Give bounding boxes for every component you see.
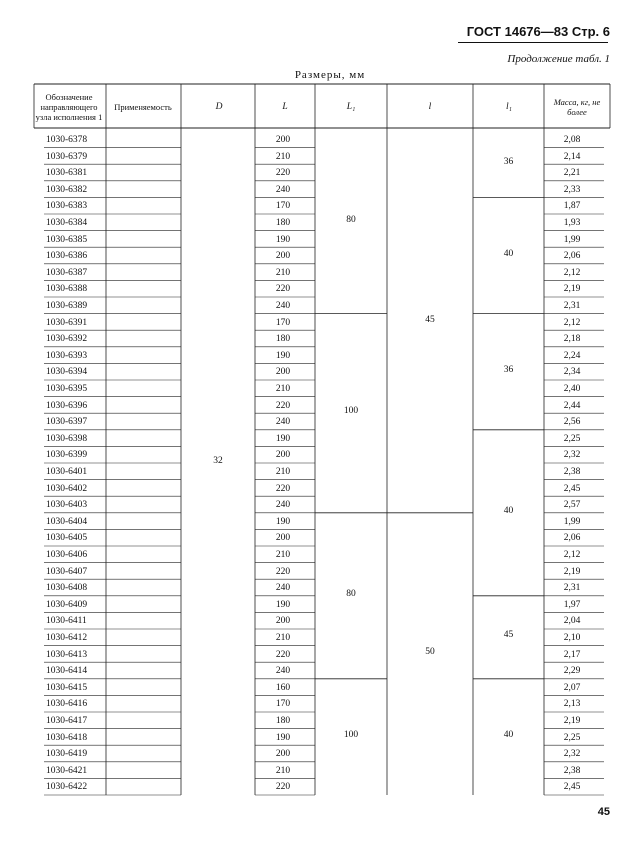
designation-cell: 1030-6401 (46, 467, 88, 477)
designation-cell: 1030-6402 (46, 483, 88, 494)
mass-cell: 2,04 (563, 616, 581, 627)
header-D: D (215, 102, 223, 112)
merged-cell-L1: 100 (343, 406, 359, 417)
designation-cell: 1030-6385 (46, 234, 88, 245)
mass-cell: 2,12 (563, 267, 581, 278)
length-cell: 200 (275, 616, 291, 627)
merged-cell-l1: 45 (503, 630, 514, 641)
mass-cell: 1,93 (563, 218, 581, 228)
designation-cell: 1030-6408 (46, 583, 88, 594)
mass-cell: 2,18 (563, 334, 581, 345)
length-cell: 190 (275, 599, 291, 610)
page-number: 45 (597, 806, 610, 818)
designation-cell: 1030-6379 (46, 151, 88, 162)
length-cell: 200 (275, 749, 291, 760)
mass-cell: 1,87 (563, 201, 581, 212)
mass-cell: 2,17 (563, 649, 581, 660)
length-cell: 170 (275, 201, 291, 212)
mass-cell: 2,19 (563, 284, 581, 295)
designation-cell: 1030-6393 (46, 350, 88, 361)
length-cell: 210 (275, 151, 291, 162)
header-l1: l₁ (506, 102, 512, 112)
merged-cell-l1: 40 (503, 505, 514, 516)
mass-cell: 2,19 (563, 716, 581, 726)
designation-cell: 1030-6406 (46, 550, 88, 560)
mass-cell: 2,12 (563, 317, 581, 328)
length-cell: 220 (275, 782, 291, 793)
length-cell: 220 (275, 483, 291, 494)
length-cell: 160 (275, 682, 291, 693)
merged-cell-L1: 100 (343, 729, 359, 740)
designation-cell: 1030-6417 (46, 716, 88, 726)
length-cell: 190 (275, 433, 291, 444)
merged-cell-L1: 80 (346, 588, 356, 599)
mass-cell: 2,57 (563, 500, 581, 511)
header-designation: Обозначение направляющего узла исполнения 1 (35, 92, 103, 122)
length-cell: 190 (275, 732, 291, 743)
designation-cell: 1030-6403 (46, 500, 88, 511)
length-cell: 190 (275, 350, 291, 361)
merged-cell-L1: 80 (346, 215, 356, 226)
length-cell: 240 (275, 417, 291, 428)
length-cell: 210 (275, 467, 291, 477)
continuation-note: Продолжение табл. 1 (507, 53, 610, 65)
mass-cell: 2,19 (563, 566, 581, 577)
length-cell: 210 (275, 384, 291, 394)
mass-cell: 2,40 (563, 384, 581, 394)
designation-cell: 1030-6388 (46, 284, 88, 295)
mass-cell: 2,07 (563, 682, 581, 693)
merged-cell-l1: 40 (503, 729, 514, 740)
mass-cell: 1,97 (563, 599, 581, 610)
designation-cell: 1030-6412 (46, 633, 88, 643)
length-cell: 190 (275, 234, 291, 245)
designation-cell: 1030-6398 (46, 433, 88, 444)
header-mass: Масса, кг, не более (553, 97, 601, 117)
designation-cell: 1030-6378 (46, 135, 88, 145)
mass-cell: 1,99 (563, 234, 581, 245)
mass-cell: 2,44 (563, 400, 581, 411)
merged-cell-l: 50 (425, 646, 435, 657)
mass-cell: 2,45 (563, 483, 581, 494)
mass-cell: 2,08 (563, 135, 581, 145)
length-cell: 240 (275, 301, 291, 311)
mass-cell: 2,56 (563, 417, 581, 428)
length-cell: 180 (275, 218, 291, 228)
designation-cell: 1030-6397 (46, 417, 88, 428)
designation-cell: 1030-6386 (46, 251, 88, 262)
standard-title: ГОСТ 14676—83 Стр. 6 (466, 24, 610, 39)
merged-cell-D: 32 (213, 456, 223, 466)
mass-cell: 2,24 (563, 350, 581, 361)
mass-cell: 2,14 (563, 151, 581, 162)
mass-cell: 2,06 (563, 533, 581, 544)
designation-cell: 1030-6411 (46, 616, 87, 627)
designation-cell: 1030-6419 (46, 749, 88, 760)
designation-cell: 1030-6394 (46, 367, 88, 378)
mass-cell: 2,21 (563, 168, 581, 179)
length-cell: 210 (275, 267, 291, 278)
header-L: L (282, 102, 288, 112)
length-cell: 220 (275, 649, 291, 660)
length-cell: 210 (275, 765, 291, 776)
merged-cell-l1: 36 (503, 157, 514, 168)
header-l: l (428, 102, 432, 112)
designation-cell: 1030-6413 (46, 649, 88, 660)
designation-cell: 1030-6392 (46, 334, 88, 345)
designation-cell: 1030-6381 (46, 168, 88, 179)
mass-cell: 2,12 (563, 550, 581, 560)
designation-cell: 1030-6396 (46, 400, 88, 411)
mass-cell: 2,38 (563, 765, 581, 776)
designation-cell: 1030-6383 (46, 201, 88, 212)
designation-cell: 1030-6387 (46, 267, 88, 278)
mass-cell: 2,31 (563, 301, 581, 311)
merged-cell-l1: 36 (503, 364, 514, 375)
designation-cell: 1030-6404 (46, 516, 88, 527)
length-cell: 200 (275, 135, 291, 145)
designation-cell: 1030-6389 (46, 301, 88, 311)
designation-cell: 1030-6382 (46, 184, 88, 195)
mass-cell: 2,33 (563, 184, 581, 195)
length-cell: 220 (275, 284, 291, 295)
length-cell: 180 (275, 716, 291, 726)
mass-cell: 2,32 (563, 450, 581, 461)
designation-cell: 1030-6407 (46, 566, 88, 577)
mass-cell: 2,13 (563, 699, 581, 710)
merged-cell-l: 45 (425, 314, 435, 325)
length-cell: 170 (275, 317, 291, 328)
designation-cell: 1030-6409 (46, 599, 88, 610)
designation-cell: 1030-6391 (46, 317, 88, 328)
length-cell: 200 (275, 533, 291, 544)
mass-cell: 2,31 (563, 583, 581, 594)
length-cell: 200 (275, 251, 291, 262)
length-cell: 210 (275, 633, 291, 643)
designation-cell: 1030-6399 (46, 450, 88, 461)
mass-cell: 2,32 (563, 749, 581, 760)
length-cell: 220 (275, 566, 291, 577)
merged-cell-l1: 40 (503, 248, 514, 259)
length-cell: 240 (275, 583, 291, 594)
length-cell: 240 (275, 666, 291, 677)
designation-cell: 1030-6422 (46, 782, 88, 793)
length-cell: 190 (275, 516, 291, 527)
mass-cell: 2,38 (563, 467, 581, 477)
mass-cell: 2,06 (563, 251, 581, 262)
mass-cell: 2,45 (563, 782, 581, 793)
designation-cell: 1030-6415 (46, 682, 88, 693)
length-cell: 200 (275, 367, 291, 378)
designation-cell: 1030-6418 (46, 732, 88, 743)
length-cell: 200 (275, 450, 291, 461)
length-cell: 180 (275, 334, 291, 345)
dimensions-caption: Размеры, мм (294, 69, 366, 81)
length-cell: 220 (275, 400, 291, 411)
mass-cell: 2,25 (563, 732, 581, 743)
length-cell: 170 (275, 699, 291, 710)
designation-cell: 1030-6384 (46, 218, 88, 228)
designation-cell: 1030-6414 (46, 666, 88, 677)
designation-cell: 1030-6395 (46, 384, 88, 394)
mass-cell: 2,10 (563, 633, 581, 643)
designation-cell: 1030-6416 (46, 699, 88, 710)
mass-cell: 2,25 (563, 433, 581, 444)
mass-cell: 2,29 (563, 666, 581, 677)
designation-cell: 1030-6405 (46, 533, 88, 544)
mass-cell: 2,34 (563, 367, 581, 378)
length-cell: 210 (275, 550, 291, 560)
header-L1: L₁ (346, 102, 356, 112)
length-cell: 220 (275, 168, 291, 179)
length-cell: 240 (275, 184, 291, 195)
header-applicability: Применяемость (114, 102, 172, 112)
designation-cell: 1030-6421 (46, 765, 88, 776)
length-cell: 240 (275, 500, 291, 511)
mass-cell: 1,99 (563, 516, 581, 527)
